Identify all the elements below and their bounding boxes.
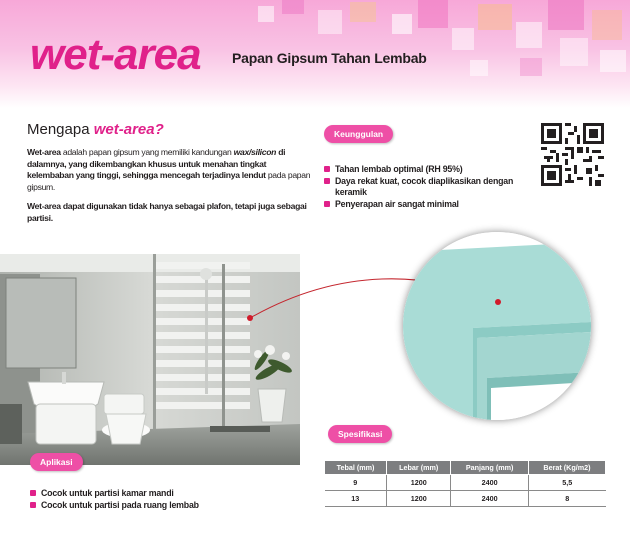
bullet-square-icon (30, 502, 36, 508)
board-closeup (403, 232, 591, 420)
application-list (30, 488, 290, 512)
bullet-square-icon (30, 490, 36, 496)
table-cell: 9 (325, 475, 387, 491)
bullet-square-icon (324, 178, 330, 184)
advantage-item (324, 199, 524, 210)
decor-square (318, 10, 342, 34)
why-heading (27, 121, 164, 138)
table-row (325, 491, 606, 507)
advantage-item-text: Tahan lembab optimal (RH 95%) (335, 164, 463, 174)
table-cell: 1200 (387, 491, 451, 507)
decor-square (520, 58, 542, 76)
application-label: Aplikasi (30, 453, 83, 471)
decor-square (350, 2, 376, 22)
advantage-item (324, 176, 524, 198)
intro-p1-italic: wax/silicon (233, 147, 277, 157)
why-heading-brand: wet-area (93, 121, 155, 138)
decor-square (418, 0, 448, 28)
table-cell: 2400 (451, 491, 529, 507)
intro-text (27, 147, 312, 232)
advantages-label: Keunggulan (324, 125, 393, 143)
decor-square (478, 4, 512, 30)
intro-paragraph-2 (27, 201, 312, 224)
decor-square (592, 10, 622, 40)
qr-code-icon[interactable] (541, 123, 604, 186)
table-cell: 2400 (451, 475, 529, 491)
brand-title: wet-area (30, 30, 201, 79)
application-item (30, 500, 290, 511)
bullet-square-icon (324, 201, 330, 207)
table-cell: 5,5 (528, 475, 605, 491)
table-header-cell: Panjang (mm) (451, 461, 529, 475)
decor-square (470, 60, 488, 76)
decor-square (452, 28, 474, 50)
specification-table (324, 460, 606, 507)
intro-p1-a: adalah papan gipsum yang memiliki kandungan (60, 147, 234, 157)
decor-square (392, 14, 412, 34)
intro-p1-b: di dalamnya, yang dikembangkan khusus untuk menahan tingkat kelembaban yang tinggi, sehingga mencegah terjadinya lendut (27, 147, 286, 180)
why-heading-suffix: ? (154, 121, 164, 138)
table-header-row (325, 461, 606, 475)
intro-p2-lead: Wet-area (27, 201, 61, 211)
table-header-cell: Berat (Kg/m2) (528, 461, 605, 475)
table-row (325, 475, 606, 491)
advantages-list (324, 164, 524, 211)
bullet-square-icon (324, 166, 330, 172)
header-banner (0, 0, 630, 108)
why-heading-prefix: Mengapa (27, 121, 90, 138)
table-cell: 1200 (387, 475, 451, 491)
intro-p1-lead: Wet-area (27, 147, 61, 157)
advantage-item-text: Daya rekat kuat, cocok diaplikasikan dengan keramik (335, 176, 514, 197)
specification-label: Spesifikasi (328, 425, 392, 443)
table-header-cell: Tebal (mm) (325, 461, 387, 475)
decor-square (560, 38, 588, 66)
decor-square (600, 50, 626, 72)
intro-p2: dapat digunakan tidak hanya sebagai plafon, tetapi juga sebagai partisi. (27, 201, 307, 223)
intro-paragraph-1 (27, 147, 312, 193)
advantage-item-text: Penyerapan air sangat minimal (335, 199, 459, 209)
table-cell: 8 (528, 491, 605, 507)
intro-p1-thin: pada papan gipsum. (27, 170, 311, 192)
application-item-text: Cocok untuk partisi pada ruang lembab (41, 500, 199, 510)
application-item-text: Cocok untuk partisi kamar mandi (41, 488, 174, 498)
decor-square (282, 0, 304, 14)
application-item (30, 488, 290, 499)
advantage-item (324, 164, 524, 175)
brand-subtitle: Papan Gipsum Tahan Lembab (232, 50, 427, 66)
decor-square (516, 22, 542, 48)
table-header-cell: Lebar (mm) (387, 461, 451, 475)
table-cell: 13 (325, 491, 387, 507)
bathroom-photo (0, 254, 300, 465)
decor-square (258, 6, 274, 22)
decor-square (548, 0, 584, 30)
